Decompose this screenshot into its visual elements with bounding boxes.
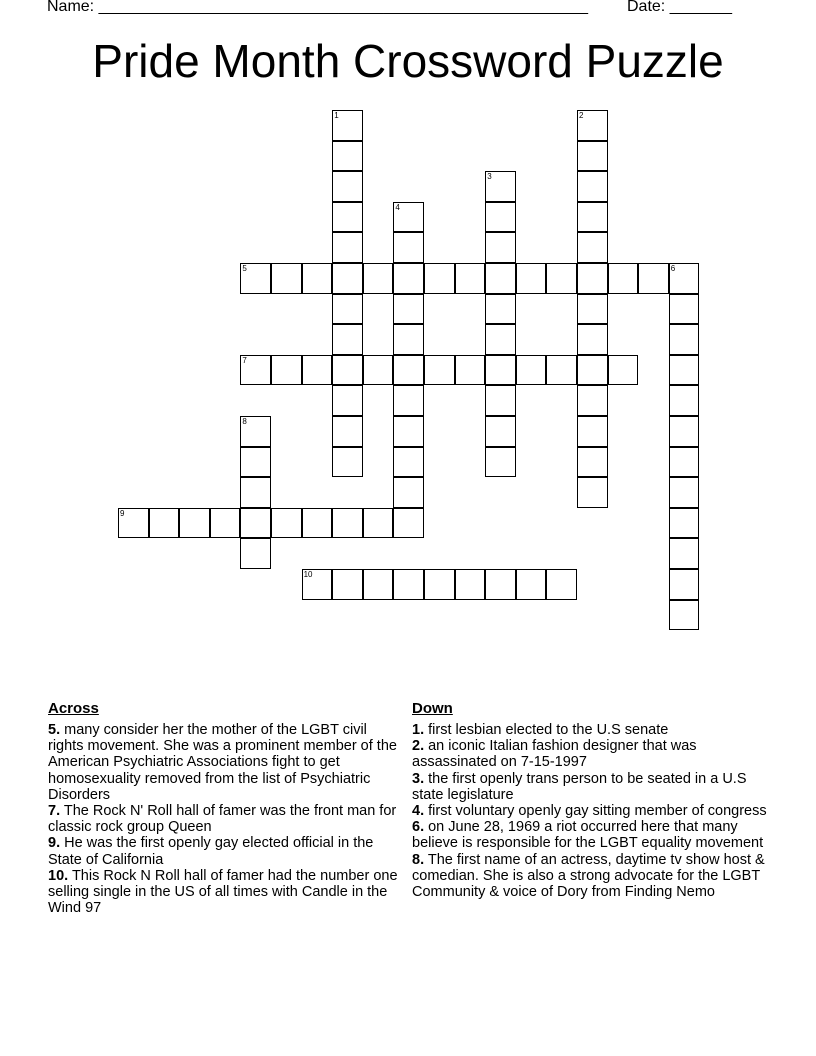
clue-number-label: 1 [334,111,339,120]
page-title: Pride Month Crossword Puzzle [92,35,724,87]
grid-cell[interactable] [393,416,424,447]
grid-cell[interactable] [271,355,302,386]
down-clue [412,852,772,901]
grid-cell[interactable] [363,569,394,600]
across-clue [48,722,403,803]
down-clues [412,700,772,900]
clue-text: an iconic Italian fashion designer that was assassinated on 7-15-1997 [412,738,697,771]
grid-cell[interactable] [393,294,424,325]
across-clues [48,700,403,916]
grid-cell[interactable] [669,324,700,355]
grid-cell[interactable] [393,355,424,386]
clue-number: 3. [412,770,425,787]
clue-number: 8. [412,851,425,868]
grid-cell[interactable] [240,355,271,386]
down-clue [412,771,772,803]
clue-number-label: 7 [242,355,247,365]
grid-cell[interactable] [332,324,363,355]
grid-cell[interactable] [332,263,363,294]
clue-text: The first name of an actress, daytime tv show host & comedian. She is also a strong advocate for the LGBT Community & voice of Dory from Finding Nemo [412,851,765,901]
clue-number-label: 8 [242,417,247,426]
grid-cell[interactable] [608,355,639,386]
grid-cell[interactable] [485,447,516,478]
grid-cell[interactable] [485,355,516,386]
grid-cell[interactable] [577,263,608,294]
grid-cell[interactable] [485,171,516,202]
clue-text: the first openly trans person to be seated in a U.S state legislature [412,770,747,803]
grid-cell[interactable] [302,569,333,600]
clue-text: He was the first openly gay elected official in the State of California [48,835,374,868]
grid-cell[interactable] [393,385,424,416]
grid-cell[interactable] [485,202,516,233]
grid-cell[interactable] [577,355,608,386]
grid-cell[interactable] [577,416,608,447]
grid-cell[interactable] [240,538,271,569]
grid-cell[interactable] [332,141,363,172]
grid-cell[interactable] [302,263,333,294]
grid-cell[interactable] [638,263,669,294]
grid-cell[interactable] [118,508,149,539]
clue-text: first lesbian elected to the U.S senate [424,722,669,738]
grid-cell[interactable] [516,263,547,294]
grid-cell[interactable] [577,232,608,263]
grid-cell[interactable] [240,263,271,294]
grid-cell[interactable] [179,508,210,539]
grid-cell[interactable] [516,355,547,386]
grid-cell[interactable] [577,171,608,202]
grid-cell[interactable] [424,263,455,294]
grid-cell[interactable] [393,447,424,478]
grid-cell[interactable] [363,355,394,386]
grid-cell[interactable] [393,324,424,355]
clue-number: 2. [412,738,425,755]
grid-cell[interactable] [240,508,271,539]
grid-cell[interactable] [455,355,486,386]
clue-number-label: 3 [487,172,492,182]
grid-cell[interactable] [302,508,333,539]
clue-text: first voluntary openly gay sitting member of congress [424,803,767,820]
grid-cell[interactable] [669,477,700,508]
name-field[interactable]: Name: _______________________________________________________ [47,0,588,15]
down-clue [412,738,772,770]
grid-cell[interactable] [546,569,577,600]
clue-number-label: 5 [242,264,247,273]
grid-cell[interactable] [577,447,608,478]
grid-cell[interactable] [577,110,608,141]
grid-cell[interactable] [669,447,700,478]
across-clue [48,803,403,835]
grid-cell[interactable] [485,324,516,355]
grid-cell[interactable] [669,355,700,386]
clue-number: 6. [412,819,425,836]
grid-cell[interactable] [669,600,700,631]
clue-number-label: 6 [670,264,676,273]
grid-cell[interactable] [332,202,363,233]
clue-text: This Rock N Roll hall of famer had the number one selling single in the US of all times with Candle in the Wind 97 [48,867,398,917]
grid-cell[interactable] [393,202,424,233]
grid-cell[interactable] [240,447,271,478]
grid-cell[interactable] [669,508,700,539]
clue-number-label: 2 [579,111,584,120]
grid-cell[interactable] [577,324,608,355]
clue-text: many consider her the mother of the LGBT civil rights movement. She was a prominent member of the American Psychiatric Associations fight to get homosexuality removed from the list of Psychiatric Disorders [48,722,397,803]
grid-cell[interactable] [363,508,394,539]
grid-cell[interactable] [669,569,700,600]
grid-cell[interactable] [546,355,577,386]
grid-cell[interactable] [149,508,180,539]
grid-cell[interactable] [332,294,363,325]
grid-cell[interactable] [332,508,363,539]
grid-cell[interactable] [271,508,302,539]
grid-cell[interactable] [577,294,608,325]
clue-number: 1. [412,722,425,738]
grid-cell[interactable] [669,538,700,569]
clue-number-label: 10 [303,570,313,579]
grid-cell[interactable] [332,110,363,141]
grid-cell[interactable] [393,477,424,508]
grid-cell[interactable] [485,569,516,600]
grid-cell[interactable] [332,569,363,600]
grid-cell[interactable] [485,385,516,416]
grid-cell[interactable] [332,416,363,447]
grid-cell[interactable] [332,355,363,386]
grid-cell[interactable] [516,569,547,600]
clue-text: The Rock N' Roll hall of famer was the front man for classic rock group Queen [48,803,397,836]
grid-cell[interactable] [393,263,424,294]
grid-cell[interactable] [546,263,577,294]
grid-cell[interactable] [485,263,516,294]
grid-cell[interactable] [577,202,608,233]
grid-cell[interactable] [455,569,486,600]
grid-cell[interactable] [577,385,608,416]
clue-number: 7. [48,803,61,820]
grid-cell[interactable] [608,263,639,294]
grid-cell[interactable] [393,569,424,600]
grid-cell[interactable] [393,508,424,539]
grid-cell[interactable] [669,416,700,447]
clue-number-label: 9 [120,508,125,518]
clue-number-label: 4 [395,202,400,212]
across-clue [48,868,403,917]
grid-cell[interactable] [210,508,241,539]
clue-number: 9. [48,835,61,852]
grid-cell[interactable] [332,447,363,478]
grid-cell[interactable] [577,477,608,508]
grid-cell[interactable] [240,416,271,447]
grid-cell[interactable] [332,385,363,416]
down-clue [412,722,772,738]
down-clue [412,819,772,851]
grid-cell[interactable] [485,232,516,263]
clue-number: 4. [412,803,425,820]
grid-cell[interactable] [485,294,516,325]
grid-cell[interactable] [669,294,700,325]
grid-cell[interactable] [577,141,608,172]
clue-number: 10. [48,867,69,884]
grid-cell[interactable] [302,355,333,386]
grid-cell[interactable] [424,355,455,386]
grid-cell[interactable] [424,569,455,600]
grid-cell[interactable] [669,263,700,294]
grid-cell[interactable] [332,232,363,263]
date-field[interactable]: Date: _______ [627,0,732,15]
grid-cell[interactable] [332,171,363,202]
clue-number: 5. [48,722,61,738]
grid-cell[interactable] [363,263,394,294]
down-heading: Down [412,700,453,717]
grid-cell[interactable] [455,263,486,294]
grid-cell[interactable] [240,477,271,508]
grid-cell[interactable] [271,263,302,294]
across-clue [48,835,403,867]
grid-cell[interactable] [669,385,700,416]
clue-text: on June 28, 1969 a riot occurred here that many believe is responsible for the LGBT equality movement [412,819,764,852]
grid-cell[interactable] [393,232,424,263]
down-clue [412,803,772,819]
grid-cell[interactable] [485,416,516,447]
across-heading: Across [48,700,99,717]
